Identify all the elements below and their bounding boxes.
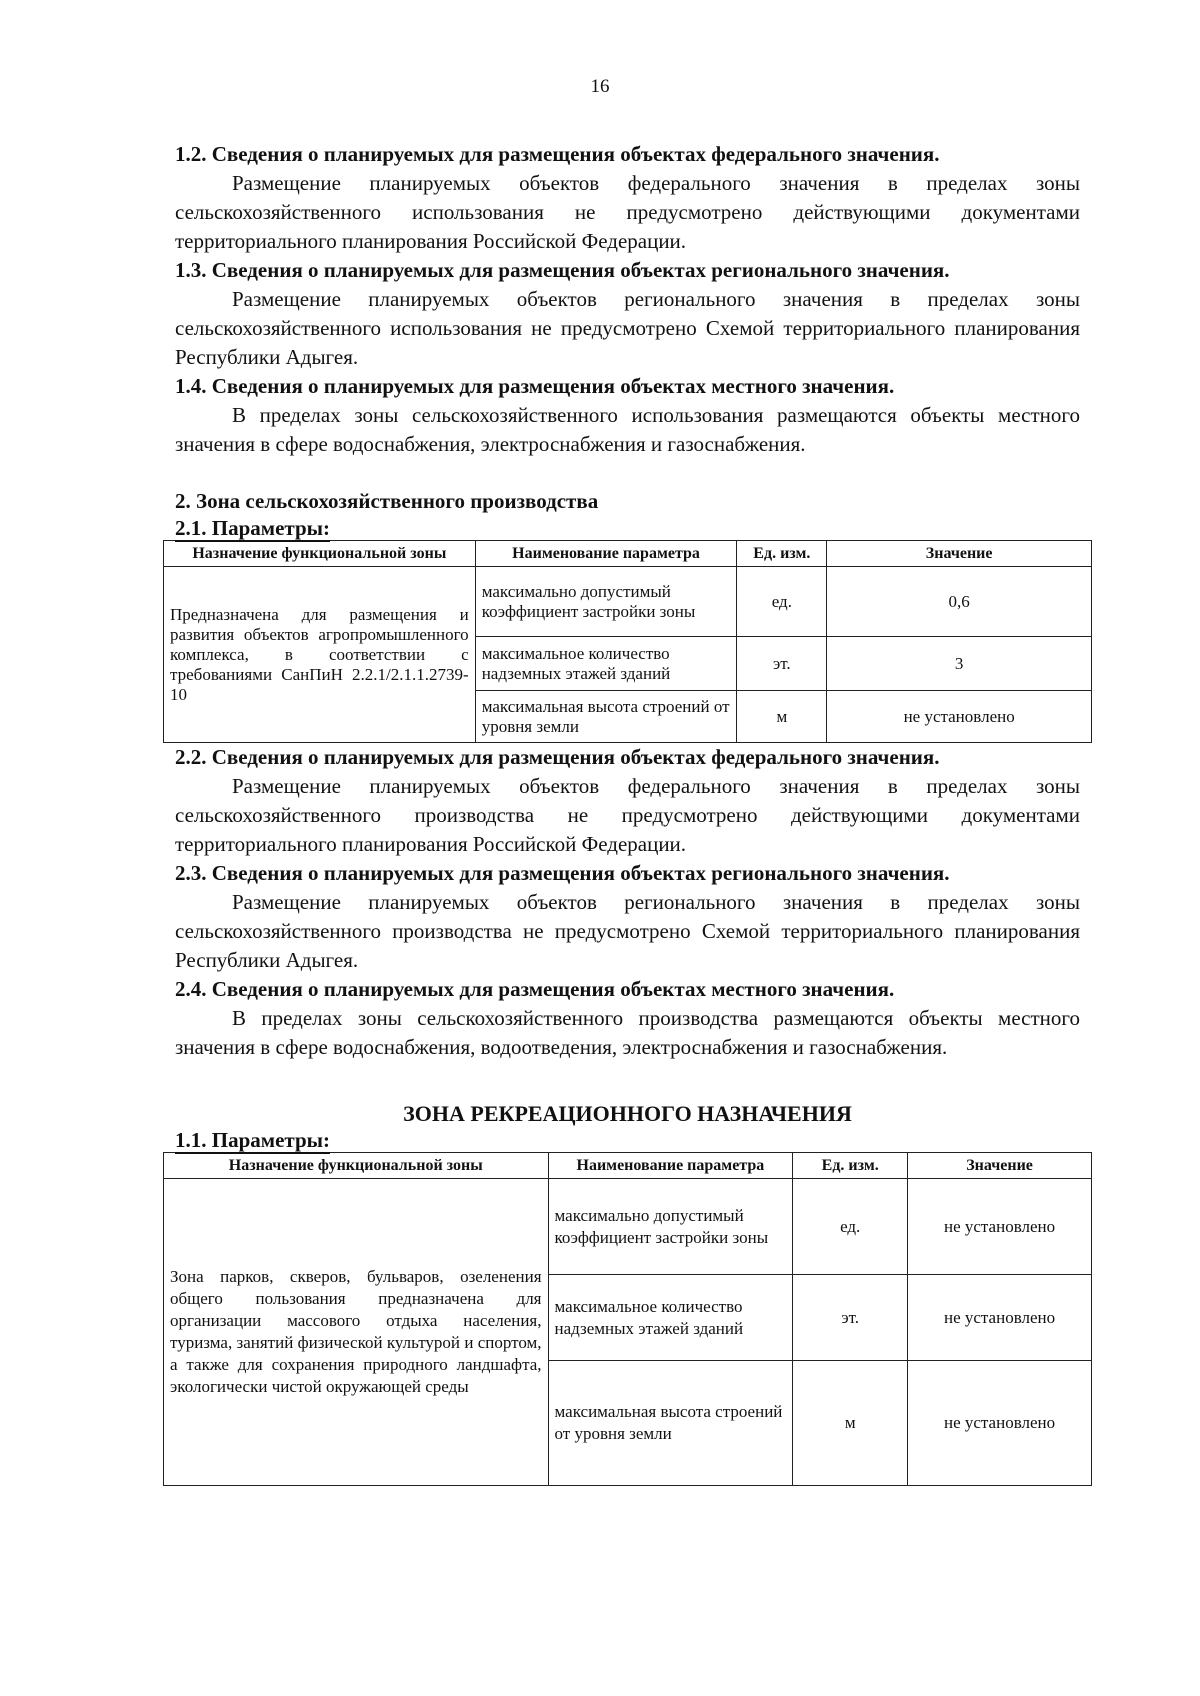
header-value: Значение (908, 1153, 1092, 1179)
table-row (164, 1179, 1092, 1275)
table-header-row (164, 1153, 1092, 1179)
table-row (164, 567, 1092, 637)
value-cell: не установлено (908, 1179, 1092, 1275)
zone-purpose-cell: Зона парков, скверов, бульваров, озеленения общего пользования предназначена для организации массового отдыха населения, туризма, занятий физической культурой и спортом, а также для сохранения природного ландшафта, экологически чистой окружающей среды (164, 1179, 549, 1486)
section-2-4-heading: 2.4. Сведения о планируемых для размещения объектах местного значения. (175, 977, 895, 1001)
header-unit: Ед. изм. (737, 541, 827, 567)
unit-cell: ед. (737, 567, 827, 637)
zone-2-params-table (163, 540, 1092, 743)
header-value: Значение (827, 541, 1092, 567)
header-purpose: Назначение функциональной зоны (164, 1153, 549, 1179)
section-1-3-heading: 1.3. Сведения о планируемых для размещения объектах регионального значения. (175, 258, 950, 282)
section-2-2-text: Размещение планируемых объектов федерального значения в пределах зоны сельскохозяйственного производства не предусмотрено действующими документами территориального планирования Российской Федерации. (175, 774, 1080, 856)
zone-2-title: 2. Зона сельскохозяйственного производства (175, 489, 599, 513)
recreation-params-table (163, 1152, 1092, 1486)
section-1-3-text: Размещение планируемых объектов регионального значения в пределах зоны сельскохозяйственного использования не предусмотрено Схемой территориального планирования Республики Адыгея. (175, 287, 1080, 369)
section-2-4-text: В пределах зоны сельскохозяйственного производства размещаются объекты местного значения в сфере водоснабжения, водоотведения, электроснабжения и газоснабжения. (175, 1006, 1080, 1059)
section-2-2-heading: 2.2. Сведения о планируемых для размещения объектах федерального значения. (175, 745, 940, 769)
section-2-3-heading: 2.3. Сведения о планируемых для размещения объектах регионального значения. (175, 861, 950, 885)
param-name-cell: максимальная высота строений от уровня земли (548, 1361, 793, 1486)
header-parameter: Наименование параметра (548, 1153, 793, 1179)
param-name-cell: максимально допустимый коэффициент застройки зоны (548, 1179, 793, 1275)
page-number: 16 (590, 76, 610, 97)
section-1-2-heading: 1.2. Сведения о планируемых для размещения объектах федерального значения. (175, 142, 940, 166)
zone-purpose-cell: Предназначена для размещения и развития объектов агропромышленного комплекса, в соответствии с требованиями СанПиН 2.2.1/2.1.1.2739-10 (164, 567, 476, 743)
section-1-4-text: В пределах зоны сельскохозяйственного использования размещаются объекты местного значения в сфере водоснабжения, электроснабжения и газоснабжения. (175, 403, 1080, 456)
value-cell: не установлено (908, 1275, 1092, 1361)
header-unit: Ед. изм. (793, 1153, 908, 1179)
unit-cell: м (793, 1361, 908, 1486)
param-name-cell: максимальная высота строений от уровня земли (475, 691, 737, 743)
param-name-cell: максимально допустимый коэффициент застройки зоны (475, 567, 737, 637)
table-header-row (164, 541, 1092, 567)
value-cell: не установлено (827, 691, 1092, 743)
unit-cell: ед. (793, 1179, 908, 1275)
recreation-zone-title: ЗОНА РЕКРЕАЦИОННОГО НАЗНАЧЕНИЯ (403, 1101, 852, 1126)
header-parameter: Наименование параметра (475, 541, 737, 567)
section-1-2-text: Размещение планируемых объектов федерального значения в пределах зоны сельскохозяйственного использования не предусмотрено действующими документами территориального планирования Российской Федерации. (175, 171, 1080, 253)
value-cell: 3 (827, 637, 1092, 691)
unit-cell: эт. (793, 1275, 908, 1361)
unit-cell: м (737, 691, 827, 743)
zone-2-params-heading: 2.1. Параметры: (175, 516, 331, 540)
recreation-params-heading: 1.1. Параметры: (175, 1128, 331, 1152)
param-name-cell: максимальное количество надземных этажей зданий (475, 637, 737, 691)
header-purpose: Назначение функциональной зоны (164, 541, 476, 567)
unit-cell: эт. (737, 637, 827, 691)
value-cell: 0,6 (827, 567, 1092, 637)
document-body (170, 140, 1080, 1486)
section-2-3-text: Размещение планируемых объектов регионального значения в пределах зоны сельскохозяйственного производства не предусмотрено Схемой территориального планирования Республики Адыгея. (175, 890, 1080, 972)
value-cell: не установлено (908, 1361, 1092, 1486)
section-1-4-heading: 1.4. Сведения о планируемых для размещения объектах местного значения. (175, 374, 895, 398)
param-name-cell: максимальное количество надземных этажей зданий (548, 1275, 793, 1361)
